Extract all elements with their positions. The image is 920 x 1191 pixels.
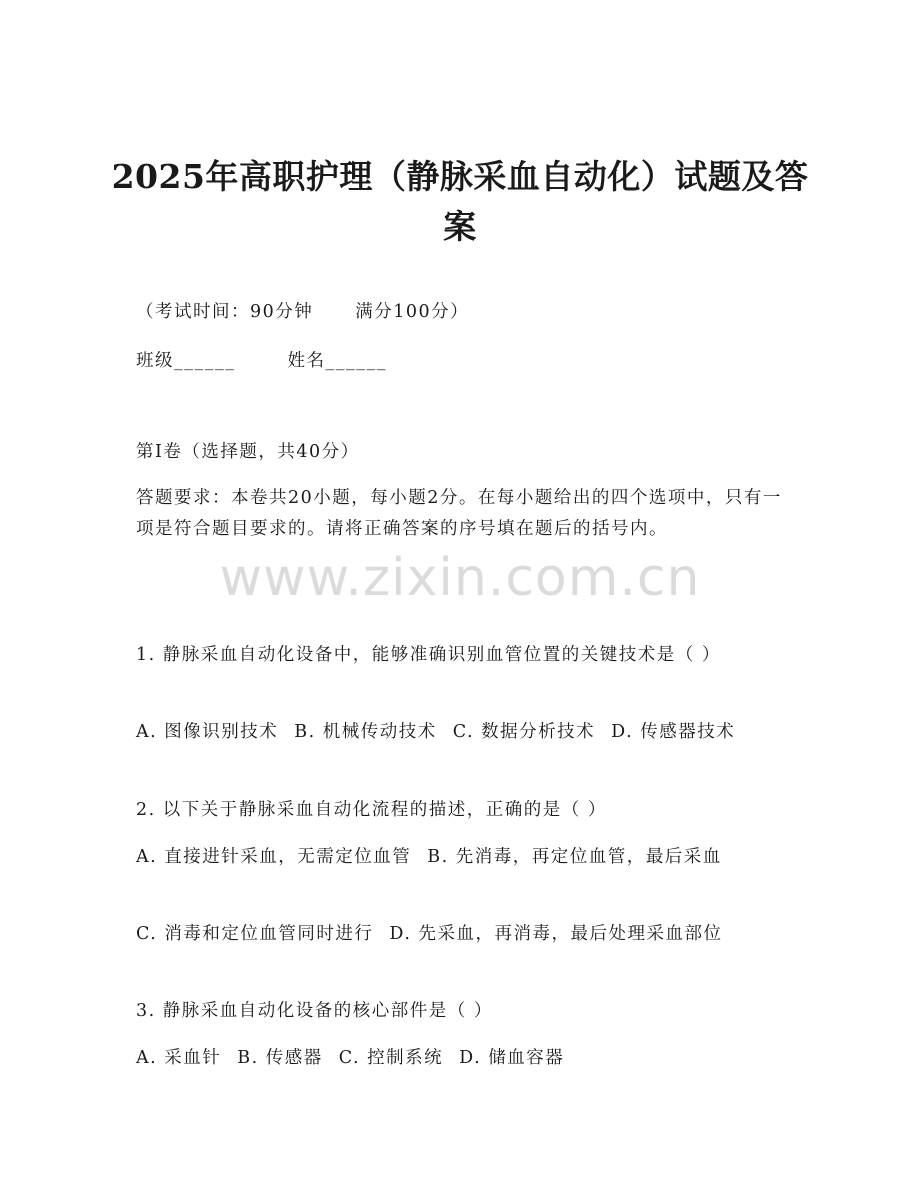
section-heading: 第I卷（选择题，共40分） [136, 442, 360, 462]
question-1-stem: 1. 静脉采血自动化设备中，能够准确识别血管位置的关键技术是（ ） [136, 645, 721, 665]
option: B. 传感器 [237, 1048, 323, 1068]
exam-time: （考试时间：90分钟 [136, 302, 314, 322]
question-2-options-row1 [136, 842, 786, 873]
option: B. 先消毒，再定位血管，最后采血 [427, 847, 722, 867]
option: D. 先采血，再消毒，最后处理采血部位 [389, 924, 723, 944]
option: A. 图像识别技术 [136, 722, 279, 742]
option: C. 消毒和定位血管同时进行 [136, 924, 374, 944]
option: C. 数据分析技术 [452, 722, 596, 742]
option: A. 直接进针采血，无需定位血管 [136, 847, 412, 867]
section-instructions: 答题要求：本卷共20小题，每小题2分。在每小题给出的四个选项中，只有一项是符合题目要求的。请将正确答案的序号填在题后的括号内。 [136, 488, 782, 539]
question-3-stem: 3. 静脉采血自动化设备的核心部件是（ ） [136, 1001, 493, 1021]
question-2-options-row2 [136, 919, 786, 950]
option: A. 采血针 [136, 1048, 222, 1068]
exam-full-score: 满分100分） [355, 302, 470, 322]
question-2-stem: 2. 以下关于静脉采血自动化流程的描述，正确的是（ ） [136, 800, 607, 820]
question-1-options [136, 717, 786, 748]
option: B. 机械传动技术 [294, 722, 437, 742]
option: D. 储血容器 [459, 1048, 565, 1068]
student-fields [136, 346, 786, 377]
page-title: 2025年高职护理（静脉采血自动化）试题及答案 [111, 157, 809, 246]
exam-info [136, 297, 786, 328]
watermark: www.zixin.com.cn [219, 548, 701, 608]
name-field: 姓名______ [287, 351, 387, 371]
question-3-options [136, 1043, 786, 1074]
option: D. 传感器技术 [611, 722, 736, 742]
class-field: 班级______ [136, 351, 236, 371]
option: C. 控制系统 [338, 1048, 444, 1068]
